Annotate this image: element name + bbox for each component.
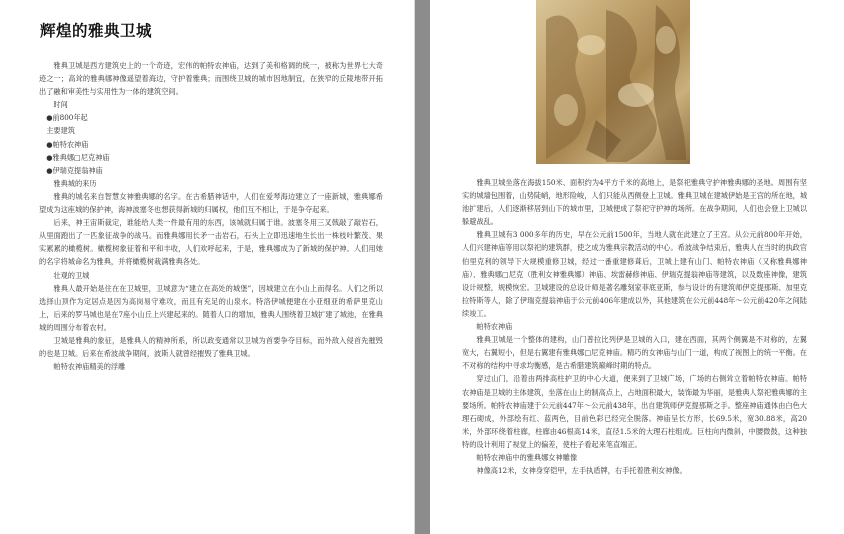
body-paragraph: 卫城是雅典的象征，是雅典人的精神所系，所以政变通常以卫城为首要争夺目标，而外敌入侵首先摧毁的也是卫城。后来在希波战争期间，波斯人就曾经摧毁了雅典卫城。 xyxy=(39,335,383,359)
body-paragraph: 雅典的城名来自智慧女神雅典娜的名字。在古希腊神话中，人们在爱琴海边建立了一座新城，雅典娜希望成为这座城的保护神，海神波塞冬也想获得新城的归属权，他们互不相让，于是争夺起来。 xyxy=(39,191,383,215)
relief-photo-icon xyxy=(536,0,690,164)
body-paragraph: 雅典卫城坐落在海拔150米、面积约为4平方千米的高地上，是祭祀雅典守护神雅典娜的圣地。周围有坚实的城墙包围着，山势陡峭，地形险峻，人们只能从西侧登上卫城。雅典卫城在建城伊始是王宫的所在地，城池扩建后，人们逐渐移居到山下的城市里，卫城便成了祭祀守护神的场所。在战争期间，人们也会登上卫城以躲避战乱。 xyxy=(462,178,808,227)
page-title: 辉煌的雅典卫城 xyxy=(40,22,153,40)
body-paragraph: 神像高12米，女神身穿铠甲，左手执盾牌，右手托着胜利女神像。 xyxy=(476,466,687,476)
list-item: ●前800年起 xyxy=(46,113,88,123)
section-heading: 雅典城的来历 xyxy=(53,178,97,188)
page-gutter xyxy=(415,0,430,534)
body-paragraph: 后来，神王宙斯裁定，谁能给人类一件最有用的东西，该城就归属于谁。波塞冬用三叉戟敲了敲岩石，从里面跑出了一匹象征战争的战马。而雅典娜用长矛一击岩石，石头上立即迅速地生长出一株枝叶繁茂、果实累累的橄榄树。橄榄树象征着和平和丰收，人们欢呼起来，于是，雅典娜成为了新城的保护神。人们用她的名字将城命名为雅典，并将橄榄树栽满雅典各处。 xyxy=(39,218,383,267)
right-body-text xyxy=(462,176,807,477)
body-paragraph: 雅典卫城有3 000多年的历史，早在公元前1500年，当地人就在此建立了王宫。从公元前800年开始，人们兴建神庙等用以祭祀的建筑群，使之成为雅典宗教活动的中心。希波战争结束后，雅典人在当时的执政官伯里克利的领导下大规模重修卫城，经过一番重建修葺后，卫城上建有山门、帕特农神庙（又称雅典娜神庙）、雅典娜□尼克（胜利女神雅典娜）神庙、埃雷赫修神庙、伊瑞克提翁神庙等建筑，以及数座神像，建筑设计规整，规模恢宏。卫城建设的总设计师是著名雕刻家菲底亚斯，参与设计的有建筑师伊克提那斯、加里克拉特斯等人，除了伊瑞克提翁神庙于公元前406年建成以外，其他建筑在公元前448年～公元前420年之间陆续竣工。 xyxy=(462,230,808,318)
intro-paragraph: 雅典卫城是西方建筑史上的一个奇迹，宏伟的帕特农神庙，达到了美和格调的统一，被称为世界七大奇迹之一；高耸的雅典娜神像遥望着海边，守护着雅典；而围绕卫城的城市因地制宜，在狭窄的丘陵地带开拓出了融和审美性与实用性为一体的建筑空间。 xyxy=(39,61,383,97)
left-page xyxy=(0,0,415,534)
list-item: ●帕特农神庙 xyxy=(46,139,89,149)
list-heading: 时间 xyxy=(53,100,68,110)
left-body-text xyxy=(39,59,383,373)
section-heading: 帕特农神庙 xyxy=(476,322,513,332)
body-paragraph: 雅典卫城是一个整体的建构，山门普拉比列伊是卫城的入口，建在西面，其两个侧翼是不对称的，左翼宽大，右翼短小，但是右翼建有雅典娜□尼克神庙。精巧的女神庙与山门一道，构成了视图上的统一平衡。在不对称的结构中寻求均衡感，是古希腊建筑巅峰时期的特点。 xyxy=(462,335,807,371)
body-paragraph: 穿过山门，沿着由两排高柱护卫的中心大道，便来到了卫城广场，广场的右侧耸立着帕特农神庙。帕特农神庙是卫城的主体建筑，坐落在山上的制高点上，占地面积最大，装饰最为华丽，是雅典人祭祀雅典娜的主要场所。帕特农神庙建于公元前447年～公元前438年，出自建筑师伊克提那斯之手。整座神庙通体由白色大理石砌成，外部绘有红、蓝两色，目前色彩已经完全脱落。神庙呈长方形，长69.5米，宽30.88米，高20米，外部环绕着柱廊，柱廊由46根高14米，直径1.5米的大理石柱组成。巨柱向内微斜，中腰微鼓，这种独特的设计利用了视觉上的偏差，使柱子看起来笔直端正。 xyxy=(462,374,808,449)
right-page xyxy=(430,0,844,534)
list-item: ●伊瑞克提翁神庙 xyxy=(46,165,103,175)
section-heading: 帕特农神庙中的雅典娜女神雕像 xyxy=(476,452,578,462)
list-item: ●雅典娜□尼克神庙 xyxy=(46,152,110,162)
section-heading: 帕特农神庙精美的浮雕 xyxy=(53,362,126,372)
section-heading: 壮观的卫城 xyxy=(53,270,90,280)
body-paragraph: 雅典人最开始是住在在卫城里，卫城意为“建立在高处的城堡”，因城建立在小山上而得名。人们之所以选择山顶作为定居点是因为高岗易守难攻，而且有充足的山泉水。特洛伊城便建在小亚细亚的希萨里克山上，后来的罗马城也是在7座小山丘上兴建起来的。随着人口的增加，雅典人围绕着卫城扩建了城池，在雅典城的周围分布着农村。 xyxy=(39,283,383,332)
list-item: 主要建筑 xyxy=(46,126,75,136)
